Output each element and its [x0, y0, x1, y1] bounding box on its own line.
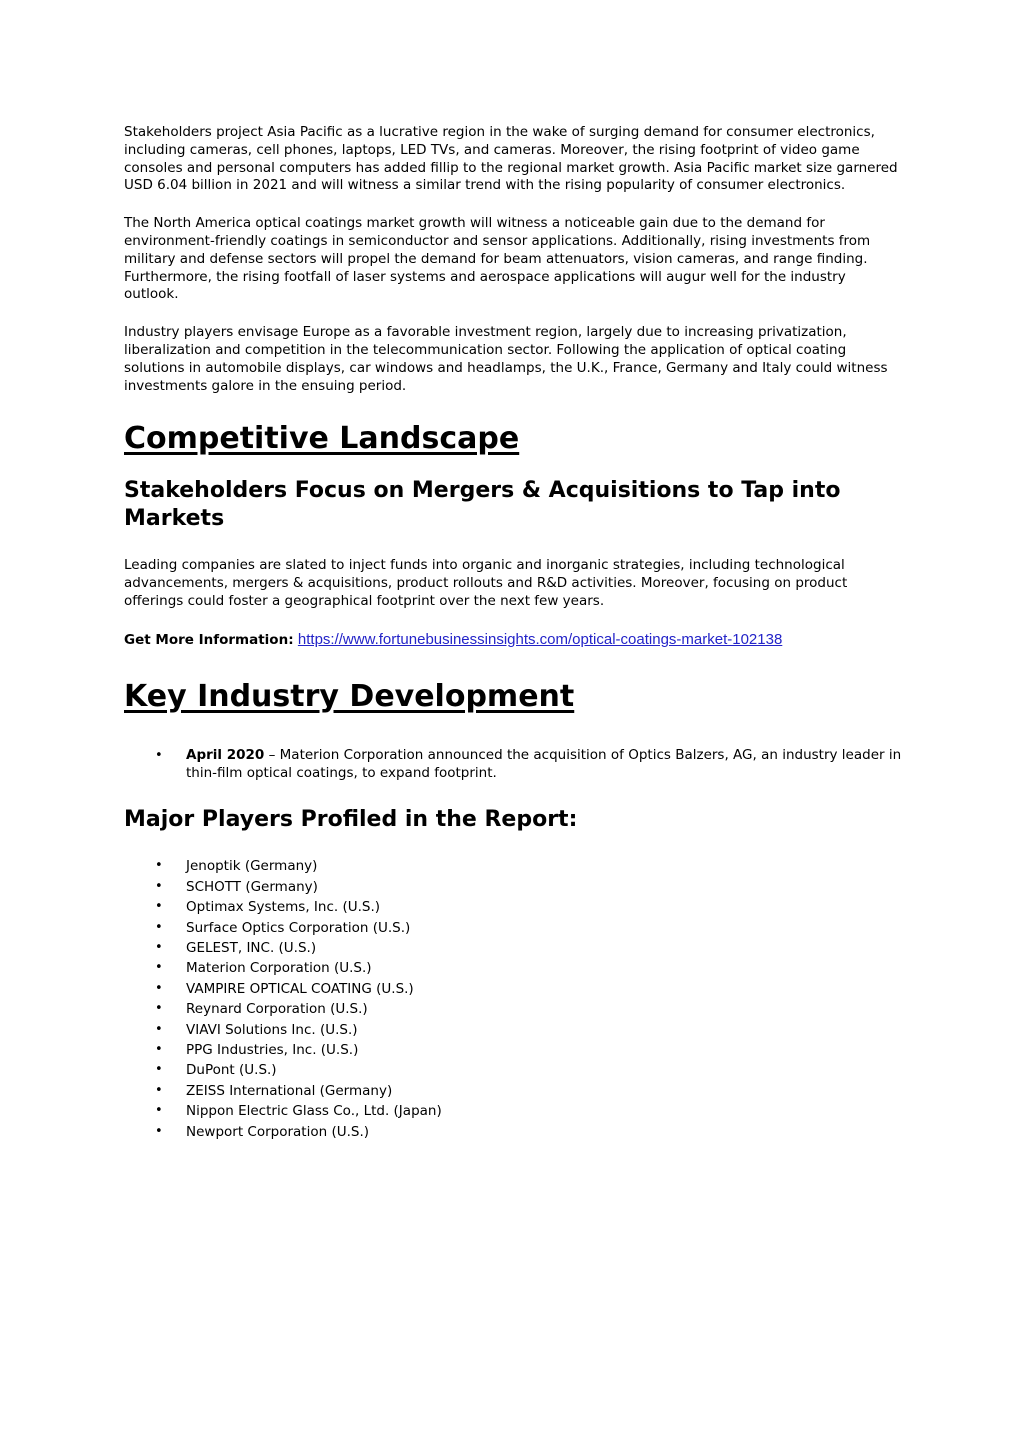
bullet-icon: •	[155, 980, 163, 996]
bullet-icon: •	[155, 1021, 163, 1037]
paragraph-europe: Industry players envisage Europe as a favorable investment region, largely due to increasing privatization, liberalization and competition in the telecommunication sector. Following the application of optical coating solutions in automobile displays, car windows and headlamps, the U.K., France, Germany and Italy could witness investments galore in the ensuing period.	[124, 324, 888, 394]
bullet-icon: •	[155, 1062, 163, 1078]
list-item	[155, 938, 903, 958]
list-item	[155, 1040, 903, 1060]
player-name: Materion Corporation (U.S.)	[186, 960, 372, 977]
list-item	[155, 1101, 903, 1121]
bullet-icon: •	[155, 1082, 163, 1098]
list-item	[155, 1020, 903, 1040]
list-item	[155, 856, 903, 876]
list-item	[155, 877, 903, 897]
heading-key-industry-development: Key Industry Development	[124, 678, 575, 714]
bullet-icon: •	[155, 899, 163, 915]
player-name: PPG Industries, Inc. (U.S.)	[186, 1042, 359, 1058]
subheading-mergers-acquisitions: Stakeholders Focus on Mergers & Acquisitions to Tap into Markets	[124, 478, 841, 532]
heading-competitive-landscape: Competitive Landscape	[124, 421, 520, 457]
bullet-icon: •	[155, 919, 163, 935]
player-name: Surface Optics Corporation (U.S.)	[186, 919, 411, 936]
player-name: Jenoptik (Germany)	[186, 858, 318, 875]
list-item	[155, 1081, 903, 1101]
player-name: VAMPIRE OPTICAL COATING (U.S.)	[186, 980, 414, 997]
list-item	[155, 1122, 903, 1142]
player-name: Optimax Systems, Inc. (U.S.)	[186, 899, 381, 916]
player-name: GELEST, INC. (U.S.)	[186, 939, 317, 956]
bullet-icon: •	[155, 1123, 163, 1139]
player-name: DuPont (U.S.)	[186, 1062, 277, 1079]
player-name: VIAVI Solutions Inc. (U.S.)	[186, 1021, 358, 1038]
player-name: Newport Corporation (U.S.)	[186, 1123, 370, 1140]
list-item	[155, 918, 903, 938]
bullet-icon: •	[155, 1001, 163, 1017]
list-item	[155, 897, 903, 917]
list-item	[155, 979, 903, 999]
player-name: Reynard Corporation (U.S.)	[186, 1001, 368, 1018]
list-item	[155, 746, 903, 783]
paragraph-north-america: The North America optical coatings market growth will witness a noticeable gain due to the demand for environment-friendly coatings in semiconductor and sensor applications. Additionally, rising investments from military and defense sectors will propel the demand for beam attenuators, vision cameras, and range finding. Furthermore, the rising footfall of laser systems and aerospace applications will augur well for the industry outlook.	[124, 215, 871, 303]
more-information-line	[124, 631, 903, 649]
bullet-icon: •	[155, 747, 163, 763]
development-date: April 2020	[186, 746, 265, 763]
bullet-icon: •	[155, 1042, 163, 1057]
paragraph-asia-pacific: Stakeholders project Asia Pacific as a lucrative region in the wake of surging demand for consumer electronics, including cameras, cell phones, laptops, LED TVs, and cameras. Moreover, the rising footprint of video game consoles and personal computers has added fillip to the regional market growth. Asia Pacific market size garnered USD 6.04 billion in 2021 and will witness a similar trend with the rising popularity of consumer electronics.	[124, 124, 898, 194]
more-information-link[interactable]: https://www.fortunebusinessinsights.com/optical-coatings-market-102138	[297, 630, 783, 648]
list-item	[155, 1060, 903, 1080]
bullet-icon: •	[155, 858, 163, 874]
bullet-icon: •	[155, 960, 163, 976]
development-text: – Materion Corporation announced the acquisition of Optics Balzers, AG, an industry leader in thin-film optical coatings, to expand footprint.	[186, 746, 902, 781]
bullet-icon: •	[155, 878, 163, 894]
more-information-label: Get More Information:	[124, 631, 294, 648]
list-item	[155, 999, 903, 1019]
list-item	[155, 958, 903, 978]
heading-major-players: Major Players Profiled in the Report:	[124, 807, 578, 833]
bullet-icon: •	[155, 1103, 163, 1119]
player-name: Nippon Electric Glass Co., Ltd. (Japan)	[186, 1103, 442, 1120]
bullet-icon: •	[155, 939, 163, 955]
paragraph-competitive: Leading companies are slated to inject funds into organic and inorganic strategies, including technological advancements, mergers & acquisitions, product rollouts and R&D activities. Moreover, focusing on product offerings could foster a geographical footprint over the next few years.	[124, 557, 848, 609]
player-name: ZEISS International (Germany)	[186, 1082, 393, 1099]
player-name: SCHOTT (Germany)	[186, 878, 318, 895]
players-list	[124, 856, 903, 1142]
development-list	[124, 747, 903, 783]
